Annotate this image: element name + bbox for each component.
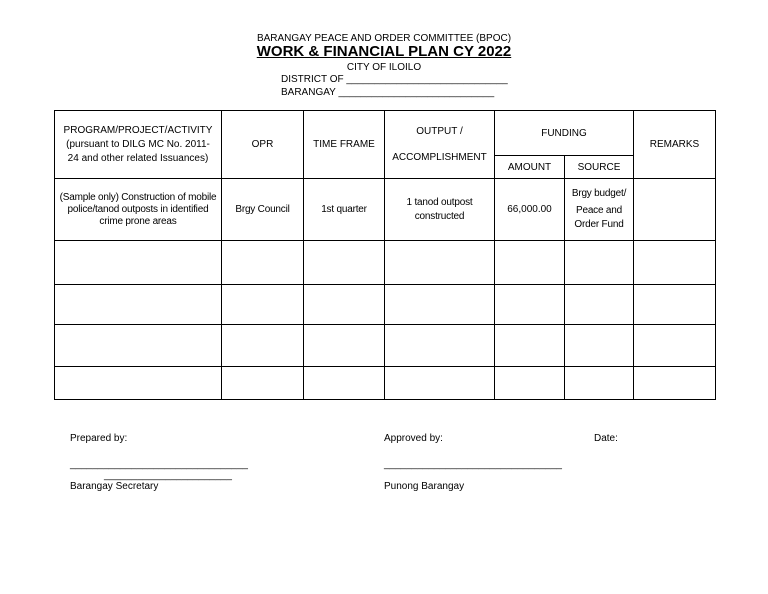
output-header: OUTPUT / ACCOMPLISHMENT [385,111,495,179]
table-row [55,367,716,400]
empty-cell[interactable] [55,241,222,285]
table-row [55,325,716,367]
header-row [55,111,716,156]
barangay-label: BARANGAY [281,87,336,98]
barangay-blank: ____________________________ [338,87,495,98]
ppa-header: PROGRAM/PROJECT/ACTIVITY (pursuant to DILG MC No. 2011- 24 and other related Issuances) [55,111,222,179]
empty-cell[interactable] [565,241,634,285]
approved-by-title: Punong Barangay [384,481,465,492]
approved-by-signature-line[interactable]: ________________________________ [384,459,562,470]
date-label: Date: [594,433,618,444]
empty-cell[interactable] [304,325,385,367]
document-title: WORK & FINANCIAL PLAN CY 2022 [256,43,512,60]
funding-header: FUNDING [495,111,634,156]
empty-cell[interactable] [304,367,385,400]
sample-ppa-cell[interactable]: (Sample only) Construction of mobile police/tanod outposts in identified crime prone areas [55,179,222,241]
empty-cell[interactable] [495,285,565,325]
empty-cell[interactable] [304,285,385,325]
empty-cell[interactable] [222,285,304,325]
empty-cell[interactable] [565,367,634,400]
empty-cell[interactable] [385,285,495,325]
empty-cell[interactable] [634,367,716,400]
empty-cell[interactable] [222,241,304,285]
prepared-by-signature-line[interactable]: ________________________________ [70,459,248,470]
empty-cell[interactable] [495,241,565,285]
district-label: DISTRICT OF [281,74,344,85]
opr-header: OPR [222,111,304,179]
empty-cell[interactable] [565,285,634,325]
table-row [55,241,716,285]
table-row [55,285,716,325]
empty-cell[interactable] [55,325,222,367]
empty-cell[interactable] [385,367,495,400]
sample-source-cell[interactable]: Brgy budget/ Peace and Order Fund [565,179,634,241]
work-financial-plan-table [54,110,716,400]
district-blank: _____________________________ [346,74,508,85]
sample-time-frame-cell[interactable]: 1st quarter [304,179,385,241]
remarks-header: REMARKS [634,111,716,179]
time-frame-header: TIME FRAME [304,111,385,179]
empty-cell[interactable] [385,241,495,285]
empty-cell[interactable] [55,367,222,400]
sample-remarks-cell[interactable] [634,179,716,241]
empty-cell[interactable] [55,285,222,325]
sample-opr-cell[interactable]: Brgy Council [222,179,304,241]
district-row [281,74,508,85]
empty-cell[interactable] [565,325,634,367]
approved-by-label: Approved by: [384,433,443,444]
empty-cell[interactable] [634,285,716,325]
empty-cell[interactable] [222,325,304,367]
empty-cell[interactable] [495,367,565,400]
barangay-row [281,87,494,98]
empty-cell[interactable] [495,325,565,367]
city-name: CITY OF ILOILO [346,62,422,73]
source-header: SOURCE [565,156,634,179]
sample-output-cell[interactable]: 1 tanod outpost constructed [385,179,495,241]
sample-amount-cell[interactable]: 66,000.00 [495,179,565,241]
prepared-by-signature-line-2[interactable]: _______________________ [104,470,232,481]
sample-row [55,179,716,241]
empty-cell[interactable] [385,325,495,367]
empty-cell[interactable] [222,367,304,400]
empty-cell[interactable] [634,325,716,367]
empty-cell[interactable] [634,241,716,285]
empty-cell[interactable] [304,241,385,285]
committee-name: BARANGAY PEACE AND ORDER COMMITTEE (BPOC) [256,33,512,44]
amount-header: AMOUNT [495,156,565,179]
prepared-by-title: Barangay Secretary [70,481,159,492]
prepared-by-label: Prepared by: [70,433,128,444]
